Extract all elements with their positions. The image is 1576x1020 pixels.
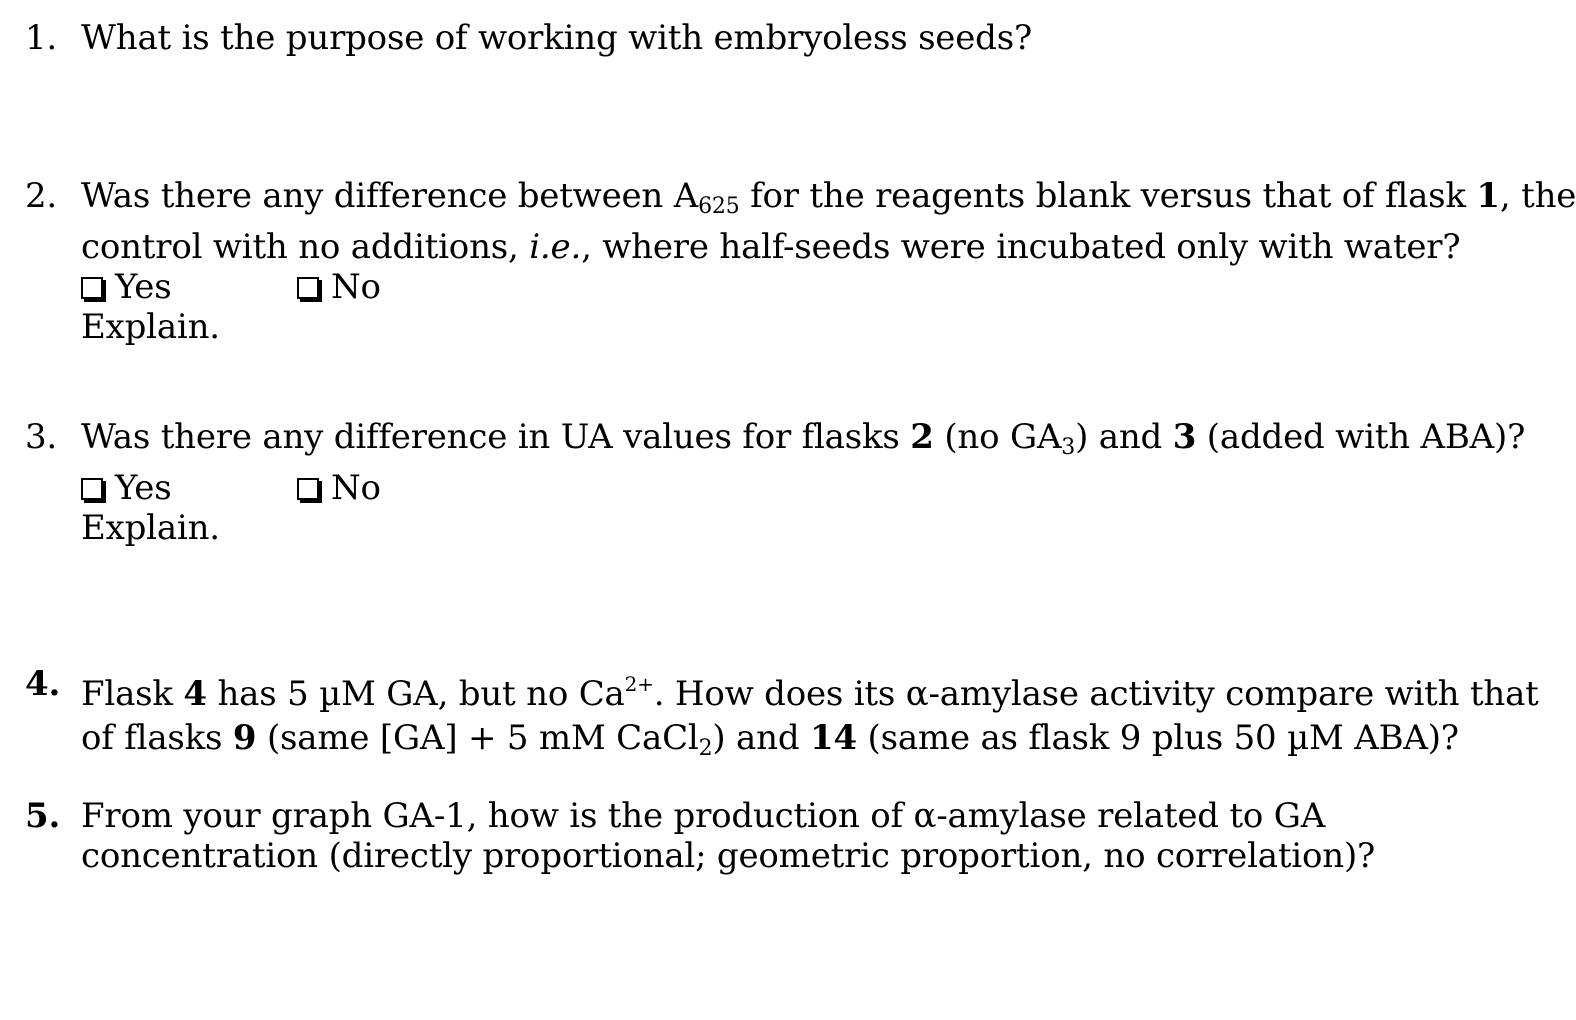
question-text-line-2: [81, 716, 1539, 771]
checkbox-icon[interactable]: [297, 277, 319, 299]
question-text-line-2: concentration (directly proportional; geometric proportion, no correlation)?: [81, 836, 1376, 876]
subscript: 3: [1061, 435, 1076, 460]
explain-label: Explain.: [81, 508, 220, 548]
yes-label: Yes: [115, 267, 172, 307]
text-segment: control with no additions,: [81, 227, 530, 267]
text-segment: ) and: [712, 718, 810, 758]
flask-number: 4: [183, 674, 207, 714]
text-segment: , where half-seeds were incubated only with water?: [581, 227, 1461, 267]
italic-text: i.e.: [529, 227, 582, 267]
text-segment: , the: [1499, 176, 1576, 216]
question-2: [25, 176, 1576, 347]
question-number: 2.: [25, 176, 58, 216]
text-segment: has 5 µM GA, but no Ca: [206, 674, 625, 714]
text-segment: ) and: [1075, 417, 1173, 457]
flask-number: 2: [910, 417, 934, 457]
question-text-line-1: [81, 662, 1539, 716]
answer-options: [81, 468, 1525, 508]
question-number: 3.: [25, 417, 58, 457]
question-text-line-1: [81, 176, 1576, 227]
no-option[interactable]: [297, 267, 381, 307]
question-text-line-1: From your graph GA-1, how is the production of α-amylase related to GA: [81, 796, 1326, 836]
text-segment: Was there any difference in UA values for flasks: [81, 417, 911, 457]
no-label: No: [331, 267, 381, 307]
no-option[interactable]: [297, 468, 381, 508]
text-segment: Was there any difference between A: [81, 176, 699, 216]
question-text: [81, 417, 1525, 468]
question-1: [25, 18, 1032, 58]
text-segment: for the reagents blank versus that of flask: [739, 176, 1477, 216]
no-label: No: [331, 468, 381, 508]
flask-number: 9: [232, 718, 257, 758]
question-text-line-2: [81, 227, 1576, 267]
subscript: 2: [698, 736, 713, 761]
question-4: [25, 662, 1539, 771]
text-segment: . How does its α-amylase activity compare with that: [653, 674, 1539, 714]
text-segment: (added with ABA)?: [1196, 417, 1526, 457]
flask-number: 1: [1476, 176, 1500, 216]
explain-label: Explain.: [81, 307, 220, 347]
answer-options: [81, 267, 1576, 307]
question-number: 5.: [25, 796, 61, 836]
subscript: 625: [698, 194, 740, 219]
text-segment: Flask: [81, 674, 184, 714]
checkbox-icon[interactable]: [81, 277, 103, 299]
checkbox-icon[interactable]: [297, 478, 319, 500]
question-5: [25, 796, 1375, 876]
text-segment: (no GA: [933, 417, 1062, 457]
flask-number: 14: [810, 718, 857, 758]
yes-option[interactable]: [81, 267, 171, 307]
question-text: What is the purpose of working with embryoless seeds?: [81, 18, 1032, 58]
text-segment: (same as flask 9 plus 50 µM ABA)?: [856, 718, 1459, 758]
question-number: 4.: [25, 664, 61, 704]
question-3: [25, 417, 1525, 548]
checkbox-icon[interactable]: [81, 478, 103, 500]
text-segment: (same [GA] + 5 mM CaCl: [256, 718, 699, 758]
text-segment: of flasks: [81, 718, 233, 758]
flask-number: 3: [1172, 417, 1197, 457]
yes-option[interactable]: [81, 468, 171, 508]
yes-label: Yes: [115, 468, 172, 508]
question-number: 1.: [25, 18, 58, 58]
superscript: 2+: [624, 672, 654, 696]
